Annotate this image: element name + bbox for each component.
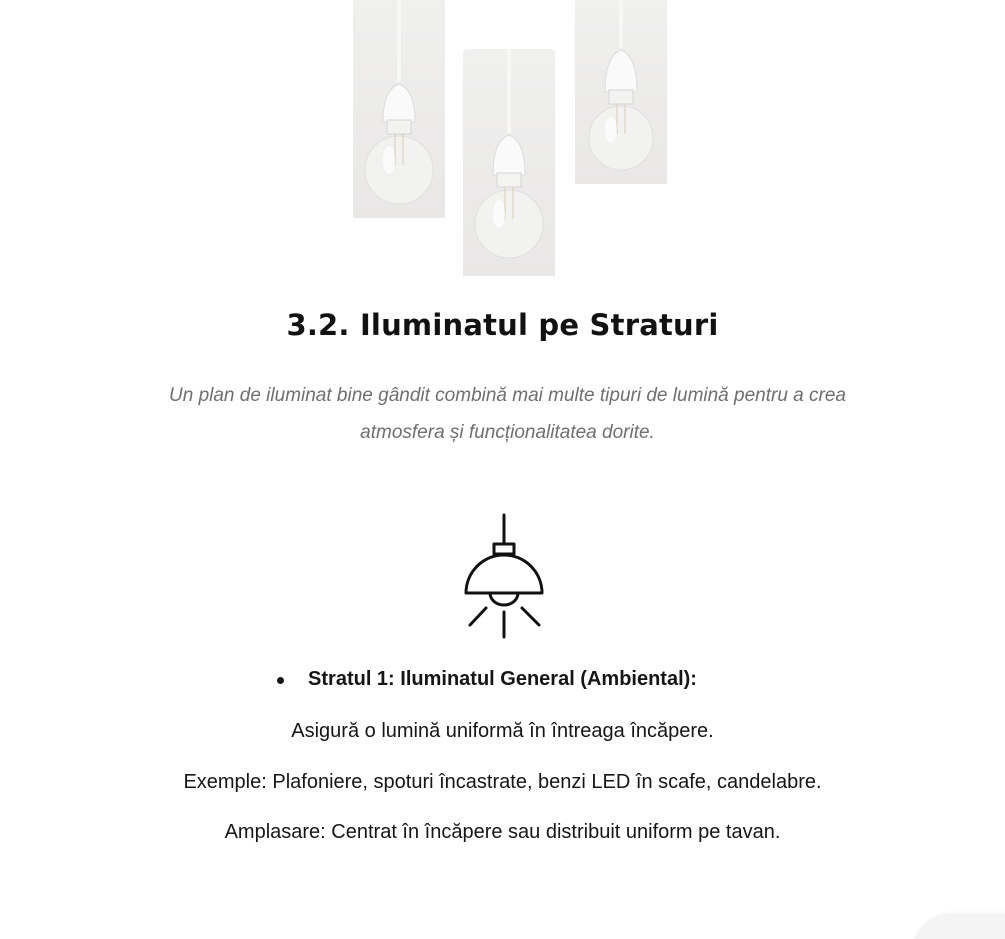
layer-description: Asigură o lumină uniformă în întreaga încăpere.	[291, 720, 714, 742]
chat-widget-button[interactable]	[912, 914, 1005, 939]
pendant-bulb-photo-right	[575, 0, 667, 184]
pendant-bulb-photo-left	[353, 0, 445, 218]
layer-examples: Exemple: Plafoniere, spoturi încastrate, benzi LED în scafe, candelabre.	[183, 771, 822, 793]
pendant-bulb-photo-middle	[463, 49, 555, 276]
list-item	[0, 668, 1005, 691]
pendant-lamp-icon	[460, 512, 548, 642]
layer-placement: Amplasare: Centrat în încăpere sau distribuit uniform pe tavan.	[224, 821, 781, 843]
layer-title-text: Stratul 1: Iluminatul General (Ambiental):	[308, 668, 697, 690]
lighting-layers-list	[0, 668, 1005, 691]
section-title: 3.2. Iluminatul pe Straturi	[286, 308, 719, 342]
layer-title	[308, 668, 697, 691]
section-intro: Un plan de iluminat bine gândit combină mai multe tipuri de lumină pentru a crea atmosfera și funcționalitatea dorite.	[169, 385, 846, 443]
bullet-icon	[277, 677, 284, 684]
